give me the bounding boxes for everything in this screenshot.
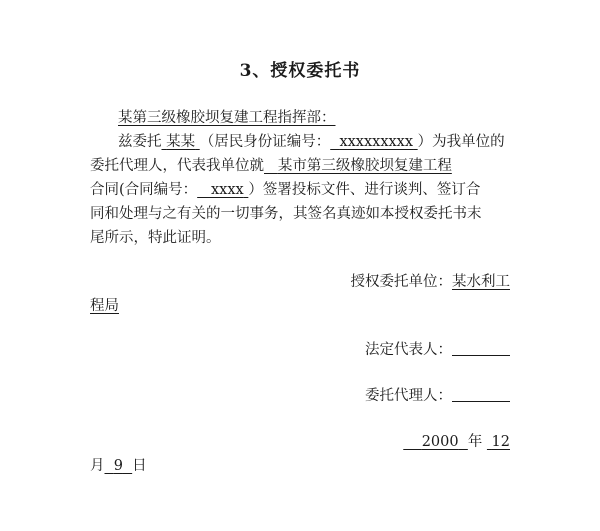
year-suffix: 年 <box>467 434 483 450</box>
contract-label: 合同(合同编号： <box>90 182 198 198</box>
agent-blank <box>452 387 510 402</box>
intro-text: 兹委托 <box>118 134 162 150</box>
unit-name-part2: 程局 <box>90 298 119 314</box>
project-name: 某市第三级橡胶坝复建工程 <box>277 158 452 174</box>
contract-number: xxxx <box>211 182 244 198</box>
legal-rep-blank <box>452 341 510 356</box>
agent-line <box>365 386 510 406</box>
id-number: xxxxxxxxx <box>339 134 414 150</box>
month-suffix: 月 <box>90 458 105 474</box>
addressee-text: 某第三级橡胶坝复建工程指挥部： <box>118 110 336 126</box>
day-suffix: 日 <box>132 458 147 474</box>
body-line-3 <box>90 180 480 200</box>
date-line-2 <box>90 456 147 476</box>
addressee <box>118 108 336 128</box>
body-line-4: 同和处理与之有关的一切事务，其签名真迹如本授权委托书末 <box>90 206 482 222</box>
legal-rep-line <box>365 340 510 360</box>
agent-label: 委托代理人： <box>365 388 452 404</box>
id-label: （居民身份证编号： <box>199 134 331 150</box>
unit-name-part1: 某水利工 <box>452 274 510 290</box>
date-day: 9 <box>113 458 123 474</box>
agent-name: 某某 <box>166 134 196 150</box>
date-year: 2000 <box>421 434 459 450</box>
unit-name-continuation <box>90 296 119 316</box>
after-id-text: ）为我单位的 <box>417 134 505 150</box>
date-month: 12 <box>491 434 510 450</box>
body-line-2 <box>90 156 452 176</box>
date-line-1 <box>403 432 510 452</box>
unit-label: 授权委托单位： <box>350 274 452 290</box>
legal-rep-label: 法定代表人： <box>365 342 452 358</box>
body-line-1 <box>118 132 505 152</box>
document-title: 3、授权委托书 <box>239 61 361 81</box>
line3-rest: ）签署投标文件、进行谈判、签订合 <box>248 182 481 198</box>
body-line-5: 尾所示，特此证明。 <box>90 230 221 246</box>
line2-prefix: 委托代理人，代表我单位就 <box>90 158 264 174</box>
authorizing-unit-line <box>351 272 511 292</box>
